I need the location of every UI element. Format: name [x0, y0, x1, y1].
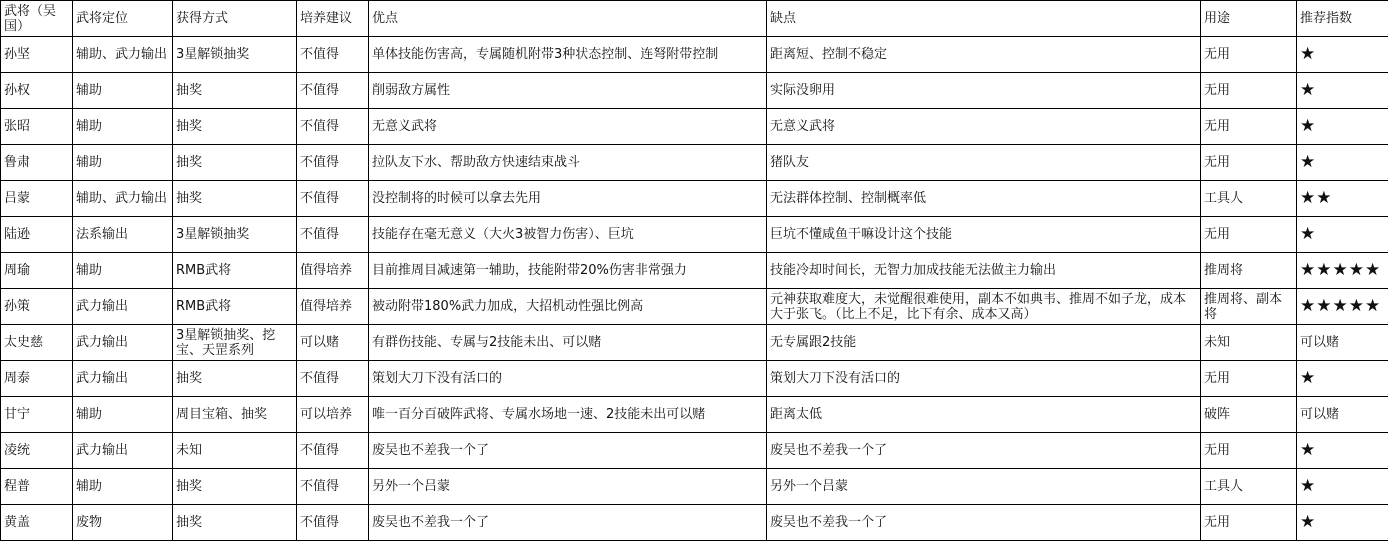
pros-cell: 没控制将的时候可以拿去先用: [369, 181, 767, 217]
general-name-cell: 鲁肃: [1, 145, 73, 181]
source-cell: 周目宝箱、抽奖: [173, 397, 297, 433]
role-cell: 辅助: [73, 109, 173, 145]
cons-cell: 另外一个吕蒙: [767, 469, 1201, 505]
use-cell: 无用: [1201, 145, 1297, 181]
role-cell: 武力输出: [73, 433, 173, 469]
role-cell: 辅助: [73, 469, 173, 505]
header-cell: 缺点: [767, 1, 1201, 37]
star-icon: ★: [1300, 80, 1317, 100]
star-icon: ★: [1300, 368, 1317, 388]
advice-cell: 值得培养: [297, 253, 369, 289]
header-cell: 武将定位: [73, 1, 173, 37]
advice-cell: 不值得: [297, 37, 369, 73]
general-name-cell: 周瑜: [1, 253, 73, 289]
table-row: [1, 361, 1388, 397]
advice-cell: 不值得: [297, 181, 369, 217]
advice-cell: 不值得: [297, 505, 369, 541]
use-cell: 工具人: [1201, 469, 1297, 505]
table-row: [1, 109, 1388, 145]
source-cell: 3星解锁抽奖: [173, 217, 297, 253]
pros-cell: 拉队友下水、帮助敌方快速结束战斗: [369, 145, 767, 181]
source-cell: 3星解锁抽奖: [173, 37, 297, 73]
general-name-cell: 张昭: [1, 109, 73, 145]
general-name-cell: 周泰: [1, 361, 73, 397]
pros-cell: 唯一百分百破阵武将、专属水场地一速、2技能未出可以赌: [369, 397, 767, 433]
use-cell: 无用: [1201, 37, 1297, 73]
advice-cell: 可以赌: [297, 325, 369, 361]
role-cell: 辅助: [73, 397, 173, 433]
role-cell: 废物: [73, 505, 173, 541]
star-icon: ★: [1300, 296, 1317, 316]
cons-cell: 无法群体控制、控制概率低: [767, 181, 1201, 217]
advice-cell: 值得培养: [297, 289, 369, 325]
table-row: [1, 325, 1388, 361]
source-cell: 抽奖: [173, 73, 297, 109]
header-cell: 培养建议: [297, 1, 369, 37]
pros-cell: 废吴也不差我一个了: [369, 505, 767, 541]
table-row: [1, 397, 1388, 433]
use-cell: 无用: [1201, 433, 1297, 469]
pros-cell: 单体技能伤害高，专属随机附带3种状态控制、连弩附带控制: [369, 37, 767, 73]
table-row: [1, 253, 1388, 289]
cons-cell: 无专属跟2技能: [767, 325, 1201, 361]
general-name-cell: 陆逊: [1, 217, 73, 253]
rating-cell: [1297, 289, 1388, 325]
star-icon: ★: [1332, 296, 1349, 316]
cons-cell: 距离太低: [767, 397, 1201, 433]
general-name-cell: 吕蒙: [1, 181, 73, 217]
star-icon: ★: [1300, 44, 1317, 64]
table-row: [1, 37, 1388, 73]
advice-cell: 不值得: [297, 145, 369, 181]
pros-cell: 有群伤技能、专属与2技能未出、可以赌: [369, 325, 767, 361]
cons-cell: 技能冷却时间长，无智力加成技能无法做主力输出: [767, 253, 1201, 289]
star-icon: ★: [1300, 152, 1317, 172]
use-cell: 推周将、副本将: [1201, 289, 1297, 325]
role-cell: 辅助、武力输出: [73, 181, 173, 217]
advice-cell: 可以培养: [297, 397, 369, 433]
cons-cell: 实际没卵用: [767, 73, 1201, 109]
table-row: [1, 289, 1388, 325]
rating-cell: [1297, 145, 1388, 181]
star-icon: ★: [1365, 296, 1382, 316]
role-cell: 武力输出: [73, 325, 173, 361]
use-cell: 无用: [1201, 109, 1297, 145]
general-name-cell: 程普: [1, 469, 73, 505]
table-row: [1, 145, 1388, 181]
rating-cell: 可以赌: [1297, 325, 1388, 361]
source-cell: 抽奖: [173, 361, 297, 397]
cons-cell: 废吴也不差我一个了: [767, 433, 1201, 469]
star-icon: ★: [1348, 296, 1365, 316]
use-cell: 无用: [1201, 505, 1297, 541]
advice-cell: 不值得: [297, 433, 369, 469]
general-name-cell: 太史慈: [1, 325, 73, 361]
use-cell: 无用: [1201, 217, 1297, 253]
pros-cell: 无意义武将: [369, 109, 767, 145]
header-cell: 武将（吴国）: [1, 1, 73, 37]
role-cell: 法系输出: [73, 217, 173, 253]
pros-cell: 被动附带180%武力加成，大招机动性强比例高: [369, 289, 767, 325]
rating-cell: [1297, 73, 1388, 109]
rating-cell: [1297, 217, 1388, 253]
source-cell: 抽奖: [173, 505, 297, 541]
header-cell: 获得方式: [173, 1, 297, 37]
rating-cell: [1297, 109, 1388, 145]
cons-cell: 废吴也不差我一个了: [767, 505, 1201, 541]
source-cell: 未知: [173, 433, 297, 469]
general-name-cell: 孙权: [1, 73, 73, 109]
pros-cell: 废吴也不差我一个了: [369, 433, 767, 469]
header-row: [1, 1, 1388, 37]
cons-cell: 元神获取难度大，未觉醒很难使用，副本不如典韦、推周不如子龙，成本大于张飞。（比上不足，比下有余、成本又高）: [767, 289, 1201, 325]
table-row: [1, 433, 1388, 469]
star-icon: ★: [1300, 260, 1317, 280]
use-cell: 推周将: [1201, 253, 1297, 289]
source-cell: 抽奖: [173, 145, 297, 181]
table-row: [1, 505, 1388, 541]
star-icon: ★: [1316, 296, 1333, 316]
source-cell: 3星解锁抽奖、挖宝、天罡系列: [173, 325, 297, 361]
source-cell: 抽奖: [173, 181, 297, 217]
pros-cell: 技能存在毫无意义（大火3被智力伤害）、巨坑: [369, 217, 767, 253]
advice-cell: 不值得: [297, 361, 369, 397]
star-icon: ★: [1300, 440, 1317, 460]
source-cell: 抽奖: [173, 109, 297, 145]
cons-cell: 距离短、控制不稳定: [767, 37, 1201, 73]
rating-cell: [1297, 469, 1388, 505]
role-cell: 辅助: [73, 73, 173, 109]
cons-cell: 猪队友: [767, 145, 1201, 181]
star-icon: ★: [1300, 188, 1317, 208]
use-cell: 无用: [1201, 361, 1297, 397]
star-icon: ★: [1300, 512, 1317, 532]
pros-cell: 策划大刀下没有活口的: [369, 361, 767, 397]
header-cell: 用途: [1201, 1, 1297, 37]
star-icon: ★: [1316, 188, 1333, 208]
star-icon: ★: [1300, 476, 1317, 496]
star-icon: ★: [1332, 260, 1349, 280]
source-cell: 抽奖: [173, 469, 297, 505]
cons-cell: 策划大刀下没有活口的: [767, 361, 1201, 397]
general-name-cell: 甘宁: [1, 397, 73, 433]
rating-cell: [1297, 37, 1388, 73]
star-icon: ★: [1316, 260, 1333, 280]
header-cell: 推荐指数: [1297, 1, 1388, 37]
rating-cell: [1297, 253, 1388, 289]
advice-cell: 不值得: [297, 109, 369, 145]
role-cell: 武力输出: [73, 289, 173, 325]
general-name-cell: 孙坚: [1, 37, 73, 73]
header-cell: 优点: [369, 1, 767, 37]
star-icon: ★: [1365, 260, 1382, 280]
source-cell: RMB武将: [173, 253, 297, 289]
rating-cell: [1297, 361, 1388, 397]
table-body: [1, 37, 1388, 541]
table-row: [1, 469, 1388, 505]
general-name-cell: 凌统: [1, 433, 73, 469]
advice-cell: 不值得: [297, 469, 369, 505]
rating-cell: [1297, 505, 1388, 541]
pros-cell: 削弱敌方属性: [369, 73, 767, 109]
pros-cell: 另外一个吕蒙: [369, 469, 767, 505]
pros-cell: 目前推周目减速第一辅助，技能附带20%伤害非常强力: [369, 253, 767, 289]
star-icon: ★: [1348, 260, 1365, 280]
role-cell: 辅助: [73, 253, 173, 289]
source-cell: RMB武将: [173, 289, 297, 325]
rating-cell: [1297, 433, 1388, 469]
star-icon: ★: [1300, 116, 1317, 136]
role-cell: 辅助: [73, 145, 173, 181]
role-cell: 武力输出: [73, 361, 173, 397]
general-name-cell: 黄盖: [1, 505, 73, 541]
role-cell: 辅助、武力输出: [73, 37, 173, 73]
use-cell: 未知: [1201, 325, 1297, 361]
table-row: [1, 73, 1388, 109]
cons-cell: 无意义武将: [767, 109, 1201, 145]
cons-cell: 巨坑不懂咸鱼干嘛设计这个技能: [767, 217, 1201, 253]
use-cell: 工具人: [1201, 181, 1297, 217]
advice-cell: 不值得: [297, 217, 369, 253]
table-row: [1, 181, 1388, 217]
star-icon: ★: [1300, 224, 1317, 244]
general-name-cell: 孙策: [1, 289, 73, 325]
rating-cell: [1297, 181, 1388, 217]
rating-cell: 可以赌: [1297, 397, 1388, 433]
advice-cell: 不值得: [297, 73, 369, 109]
use-cell: 无用: [1201, 73, 1297, 109]
use-cell: 破阵: [1201, 397, 1297, 433]
table-row: [1, 217, 1388, 253]
